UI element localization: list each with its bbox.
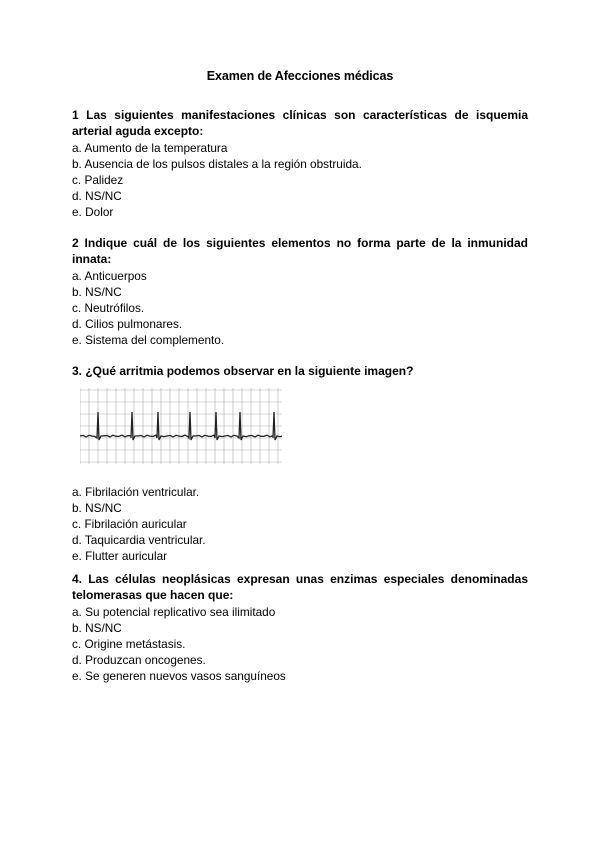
option-2a[interactable]: a. Anticuerpos xyxy=(72,269,147,283)
ecg-strip-image xyxy=(80,388,282,464)
option-4e[interactable]: e. Se generen nuevos vasos sanguíneos xyxy=(72,669,286,683)
question-1 xyxy=(72,108,528,220)
option-3d[interactable]: d. Taquicardia ventricular. xyxy=(72,532,206,547)
question-3-options xyxy=(72,484,528,564)
question-4-text: 4. Las células neoplásicas expresan unas enzimas especiales denominadas telomerasas que hacen que: xyxy=(72,572,528,602)
option-2d[interactable]: d. Cilios pulmonares. xyxy=(72,317,183,331)
option-3c[interactable]: c. Fibrilación auricular xyxy=(72,516,187,531)
question-1-options xyxy=(72,140,528,220)
question-2-options xyxy=(72,268,528,348)
option-1d[interactable]: d. NS/NC xyxy=(72,189,122,203)
question-4 xyxy=(72,572,528,684)
option-3e[interactable]: e. Flutter auricular xyxy=(72,548,168,563)
ecg-grid xyxy=(80,388,282,464)
option-3a[interactable]: a. Fibrilación ventricular. xyxy=(72,484,200,499)
question-3-text: 3. ¿Qué arritmia podemos observar en la siguiente imagen? xyxy=(72,364,414,378)
option-1a[interactable]: a. Aumento de la temperatura xyxy=(72,141,228,155)
option-4b[interactable]: b. NS/NC xyxy=(72,621,122,635)
option-4a[interactable]: a. Su potencial replicativo sea ilimitado xyxy=(72,605,276,619)
question-1-text: 1 Las siguientes manifestaciones clínicas son características de isquemia arterial aguda excepto: xyxy=(72,108,528,138)
question-4-options xyxy=(72,604,528,684)
option-2c[interactable]: c. Neutrófilos. xyxy=(72,301,145,315)
option-2b[interactable]: b. NS/NC xyxy=(72,285,122,299)
option-4d[interactable]: d. Produzcan oncogenes. xyxy=(72,653,206,667)
exam-title: Examen de Afecciones médicas xyxy=(206,69,394,83)
option-2e[interactable]: e. Sistema del complemento. xyxy=(72,333,225,347)
question-3 xyxy=(72,364,528,564)
option-3b[interactable]: b. NS/NC xyxy=(72,500,122,515)
question-2-text: 2 Indique cuál de los siguientes elementos no forma parte de la inmunidad innata: xyxy=(72,236,528,266)
option-1b[interactable]: b. Ausencia de los pulsos distales a la región obstruida. xyxy=(72,157,362,171)
option-1e[interactable]: e. Dolor xyxy=(72,205,114,219)
question-2 xyxy=(72,236,528,348)
option-4c[interactable]: c. Origine metástasis. xyxy=(72,637,186,651)
option-1c[interactable]: c. Palidez xyxy=(72,173,124,187)
